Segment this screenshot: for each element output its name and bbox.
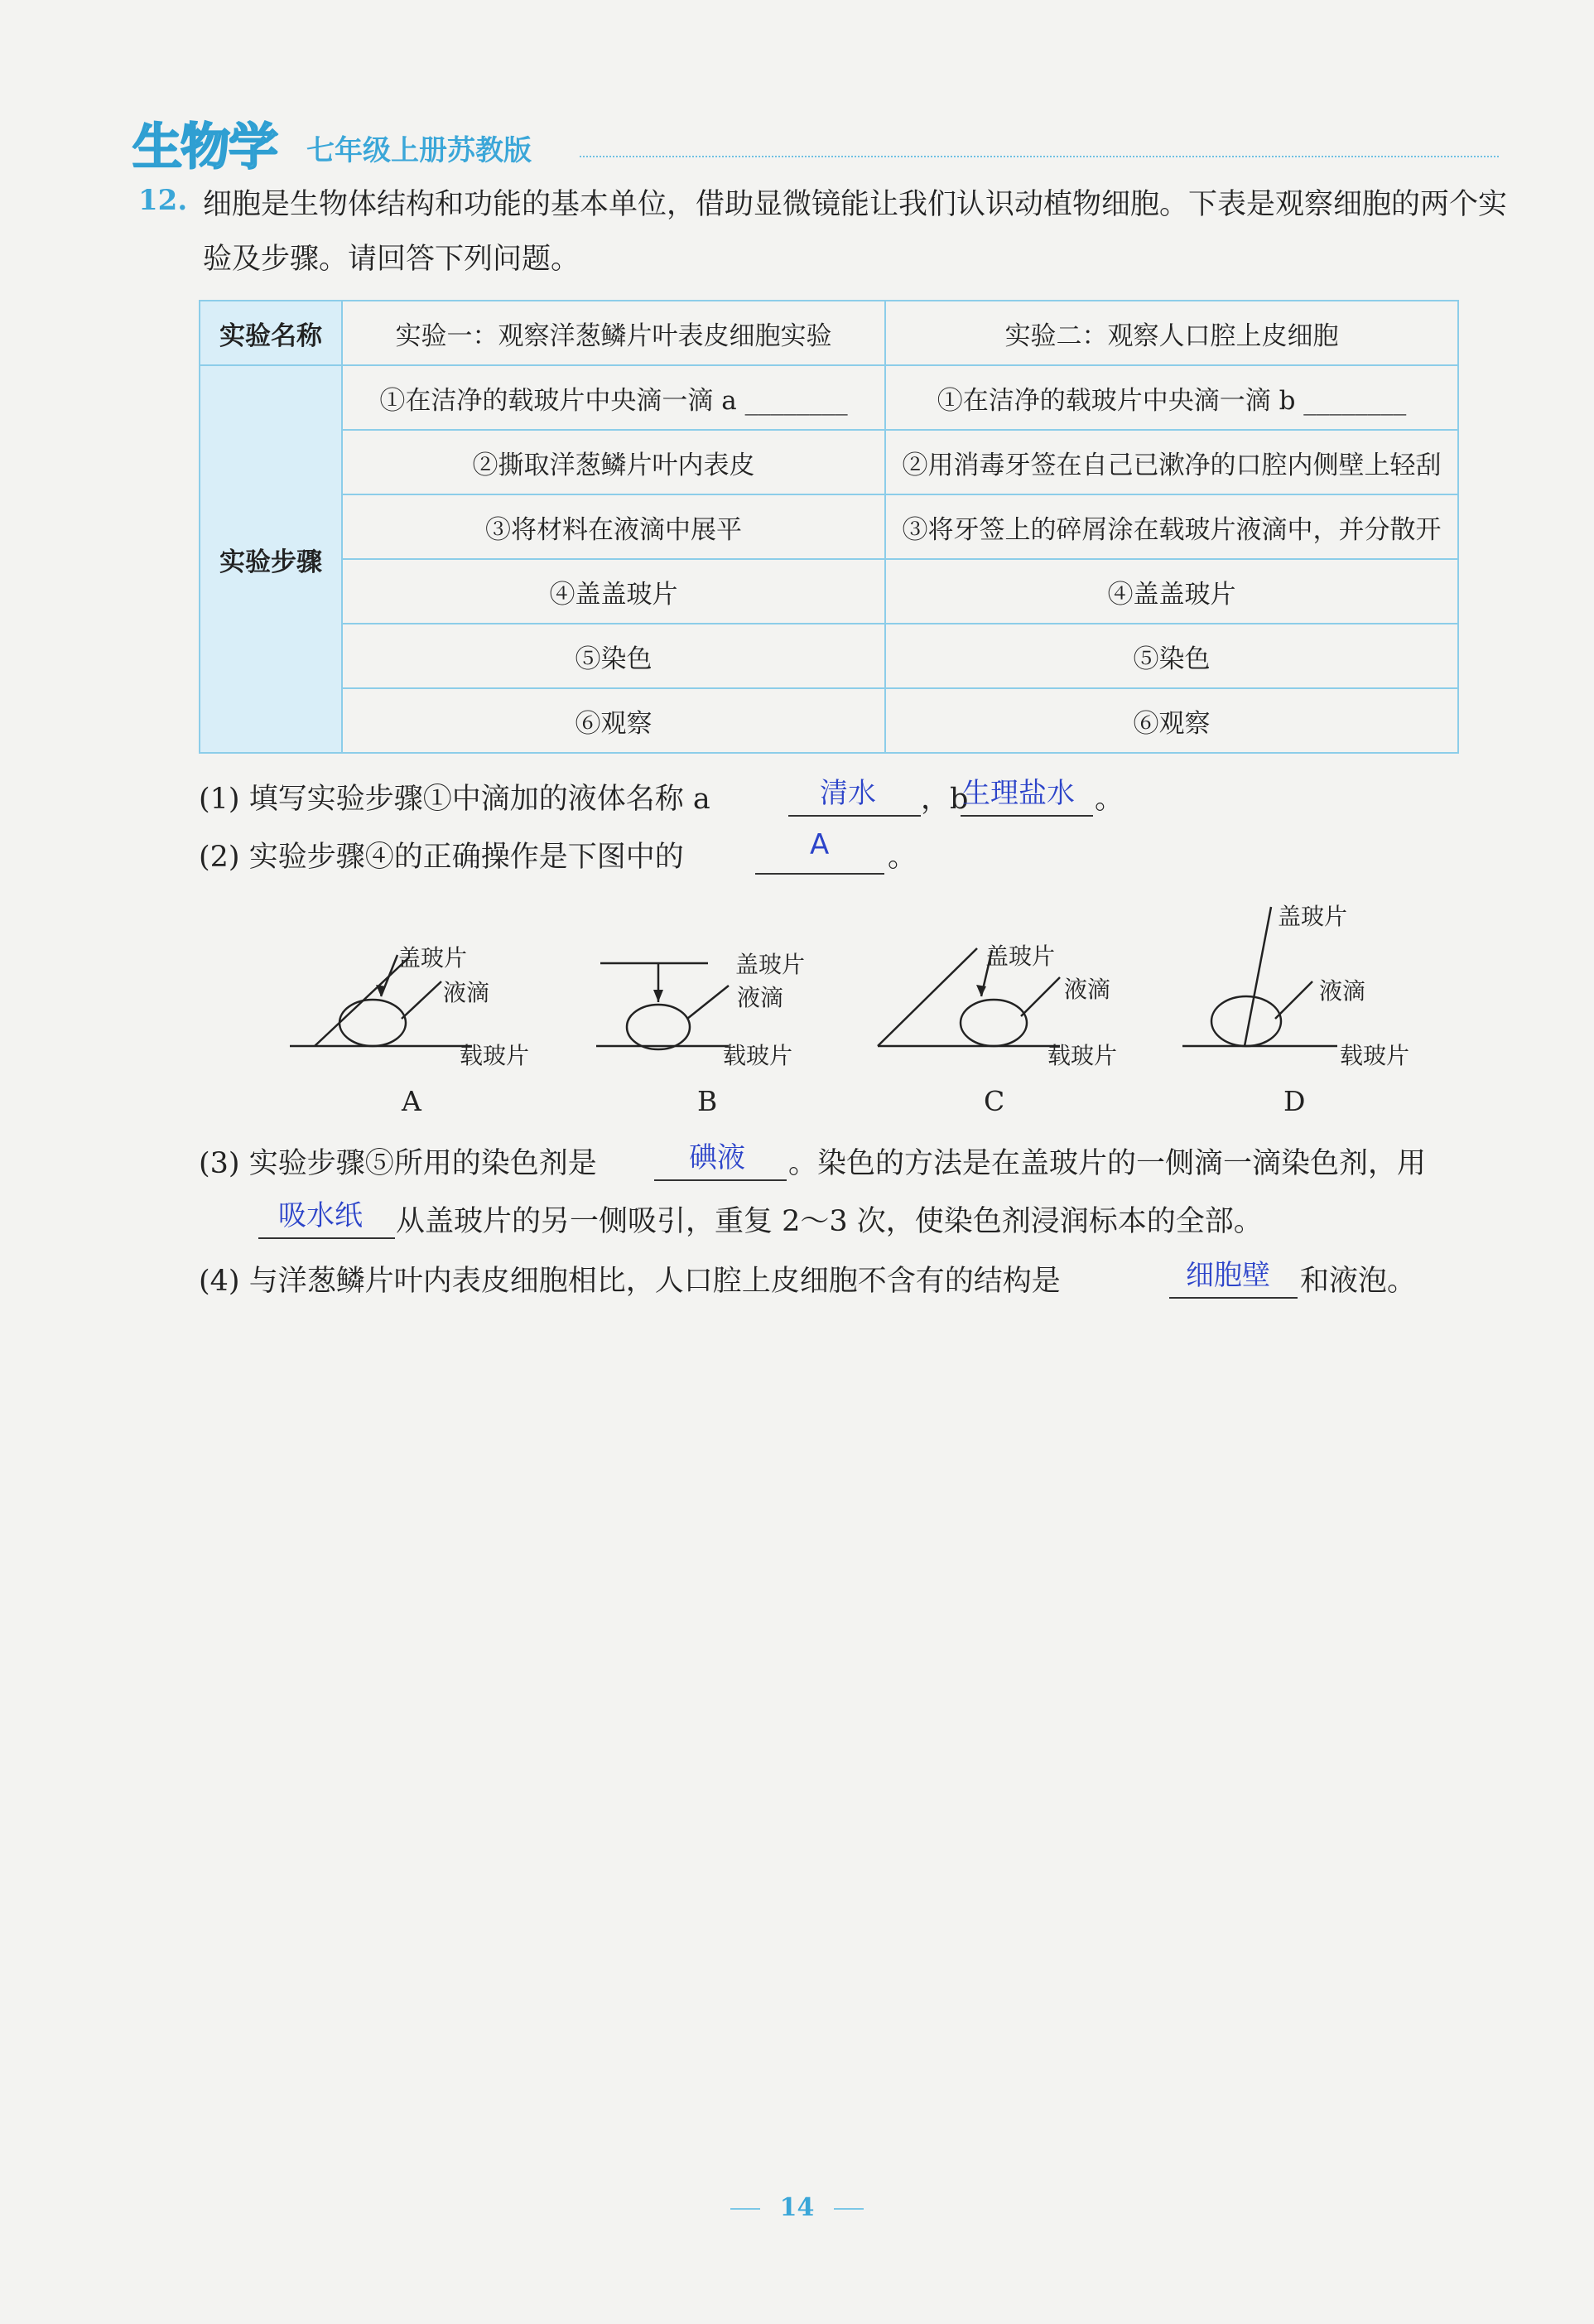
label-coverslip-d: 盖玻片 [1278,903,1348,930]
sub3-line1-prefix: (3) 实验步骤⑤所用的染色剂是 [199,1147,597,1180]
label-droplet-b: 液滴 [737,984,784,1011]
label-slide-c: 载玻片 [1047,1042,1118,1069]
table-row [200,688,1458,753]
sub4-prefix: (4) 与洋葱鳞片叶内表皮细胞相比，人口腔上皮细胞不含有的结构是 [199,1265,1061,1298]
exp1-step: ①在洁净的载玻片中央滴一滴 a ________ [342,365,885,430]
table-header-row [200,301,1458,365]
exp2-step: ②用消毒牙签在自己已漱净的口腔内侧壁上轻刮 [885,430,1458,494]
label-droplet-c: 液滴 [1064,976,1111,1003]
question-number: 12. [138,184,188,217]
exp2-step: ⑤染色 [885,624,1458,688]
table-row [200,430,1458,494]
label-coverslip-b: 盖玻片 [735,951,806,978]
exp1-step: ④盖盖玻片 [342,559,885,624]
table-row [200,559,1458,624]
footer-dash-left [730,2208,760,2210]
coverslip-diagram [282,899,1441,1139]
table-row [200,365,1458,430]
label-coverslip-c: 盖玻片 [985,943,1056,970]
exp1-step: ③将材料在液滴中展平 [342,494,885,559]
answer-blank-stain [654,1179,787,1181]
label-slide-a: 载玻片 [460,1042,530,1069]
answer-blank-2 [755,873,884,875]
answer-4: 细胞壁 [1186,1259,1270,1292]
option-label-c: C [984,1085,1005,1117]
experiment-2-title: 实验二：观察人口腔上皮细胞 [885,301,1458,365]
label-droplet-a: 液滴 [443,979,490,1006]
label-slide-d: 载玻片 [1340,1042,1410,1069]
experiment-name-label: 实验名称 [200,301,342,365]
exp1-step: ⑥观察 [342,688,885,753]
exp2-step: ⑥观察 [885,688,1458,753]
sub1-middle: ，b [921,783,969,816]
answer-b: 生理盐水 [962,777,1075,810]
question-text: 细胞是生物体结构和功能的基本单位，借助显微镜能让我们认识动植物细胞。下表是观察细胞的两个实验及步骤。请回答下列问题。 [203,188,1508,276]
option-label-a: A [402,1085,421,1117]
label-slide-b: 载玻片 [723,1042,793,1069]
answer-blank-b [961,815,1093,817]
page-number: 14 [779,2193,815,2222]
exp1-step: ⑤染色 [342,624,885,688]
label-coverslip-a: 盖玻片 [397,944,468,972]
sub2-suffix: 。 [888,841,917,874]
label-droplet-d: 液滴 [1319,977,1366,1005]
sub4-suffix: 和液泡。 [1300,1265,1417,1298]
page-footer [0,2193,1594,2222]
header-divider [580,156,1499,157]
experiment-table [199,300,1459,754]
sub3-line2-suffix: 从盖玻片的另一侧吸引，重复 2～3 次，使染色剂浸润标本的全部。 [396,1205,1263,1238]
answer-blank-paper [258,1237,395,1239]
experiment-steps-label: 实验步骤 [200,365,342,753]
answer-blank-a [788,815,921,817]
sub1-suffix: 。 [1095,783,1124,816]
coverslip-diagram-svg [282,899,1441,1139]
exp1-step: ②撕取洋葱鳞片叶内表皮 [342,430,885,494]
answer-blank-4 [1169,1297,1298,1299]
sub2-prefix: (2) 实验步骤④的正确操作是下图中的 [199,841,684,874]
footer-dash-right [834,2208,864,2210]
experiment-1-title: 实验一：观察洋葱鳞片叶表皮细胞实验 [342,301,885,365]
option-label-d: D [1283,1085,1306,1117]
book-subtitle: 七年级上册苏教版 [306,134,532,167]
option-label-b: B [697,1085,718,1117]
answer-2: A [810,828,830,861]
sub3-line1-suffix: 。染色的方法是在盖玻片的一侧滴一滴染色剂，用 [788,1147,1427,1180]
table-row [200,624,1458,688]
page-header [132,108,1499,176]
table-row [200,494,1458,559]
sub1-prefix: (1) 填写实验步骤①中滴加的液体名称 a [199,783,710,816]
answer-paper: 吸水纸 [278,1199,363,1232]
answer-a: 清水 [820,777,876,810]
exp2-step: ④盖盖玻片 [885,559,1458,624]
answer-stain: 碘液 [689,1141,745,1174]
subject-logo: 生物学 [132,118,277,176]
exp2-step: ③将牙签上的碎屑涂在载玻片液滴中，并分散开 [885,494,1458,559]
exp2-step: ①在洁净的载玻片中央滴一滴 b ________ [885,365,1458,430]
